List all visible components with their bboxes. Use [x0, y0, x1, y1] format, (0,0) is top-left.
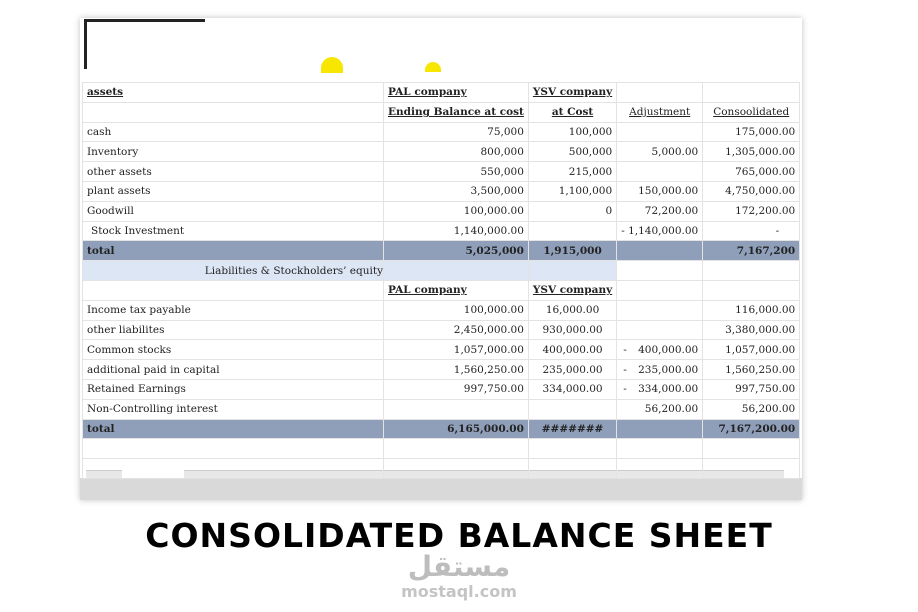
assets-total-row: total 5,025,000 1,915,000 7,167,200 [83, 241, 800, 261]
liab-header-ysv: YSV company [528, 280, 616, 300]
empty-row [83, 439, 800, 459]
table-row: Retained Earnings 997,750.00 334,000.00 - 334,000.00 997,750.00 [83, 379, 800, 399]
header-consolidated: Consoolidated [703, 102, 800, 122]
header-at-cost: at Cost [528, 102, 616, 122]
liabilities-heading: Liabilities & Stockholders’ equity [204, 264, 383, 277]
table-row: cash 75,000 100,000 175,000.00 [83, 122, 800, 142]
table-row: Income tax payable 100,000.00 16,000.00 116,000.00 [83, 300, 800, 320]
liabilities-total-row: total 6,165,000.00 ####### 7,167,200.00 [83, 419, 800, 439]
liab-header-pal: PAL company [384, 280, 529, 300]
liabilities-band-row [83, 261, 800, 281]
table-row: Goodwill 100,000.00 0 72,200.00 172,200.00 [83, 201, 800, 221]
table-row: additional paid in capital 1,560,250.00 235,000.00 - 235,000.00 1,560,250.00 [83, 360, 800, 380]
sheet-footer-bar [80, 478, 802, 500]
table-row: Common stocks 1,057,000.00 400,000.00 - 400,000.00 1,057,000.00 [83, 340, 800, 360]
page-title: CONSOLIDATED BALANCE SHEET [145, 516, 773, 555]
highlight-mark [425, 62, 441, 72]
header-pal-company: PAL company [384, 83, 529, 103]
header-row-2 [83, 102, 800, 122]
header-ysv-company: YSV company [528, 83, 616, 103]
table-row: other liabilites 2,450,000.00 930,000.00 3,380,000.00 [83, 320, 800, 340]
watermark-arabic: مستقل [407, 550, 511, 583]
table-row: plant assets 3,500,000 1,100,000 150,000.00 4,750,000.00 [83, 181, 800, 201]
table-row: other assets 550,000 215,000 765,000.00 [83, 162, 800, 182]
table-row: Inventory 800,000 500,000 5,000.00 1,305,000.00 [83, 142, 800, 162]
empty-row [83, 459, 800, 479]
header-assets: assets [83, 83, 384, 103]
header-row-1 [83, 83, 800, 103]
balance-sheet-table [82, 82, 800, 479]
header-adjustment: Adjustment [617, 102, 703, 122]
highlight-mark [321, 57, 343, 73]
table-row: Non-Controlling interest 56,200.00 56,200.00 [83, 399, 800, 419]
crop-corner-line [84, 19, 205, 22]
crop-corner-line-vertical [84, 19, 87, 69]
header-ending-balance: Ending Balance at cost [384, 102, 529, 122]
table-row: Stock Investment 1,140,000.00 - 1,140,000.00 - [83, 221, 800, 241]
liab-header-row [83, 280, 800, 300]
watermark-latin: mostaql.com [401, 582, 517, 601]
